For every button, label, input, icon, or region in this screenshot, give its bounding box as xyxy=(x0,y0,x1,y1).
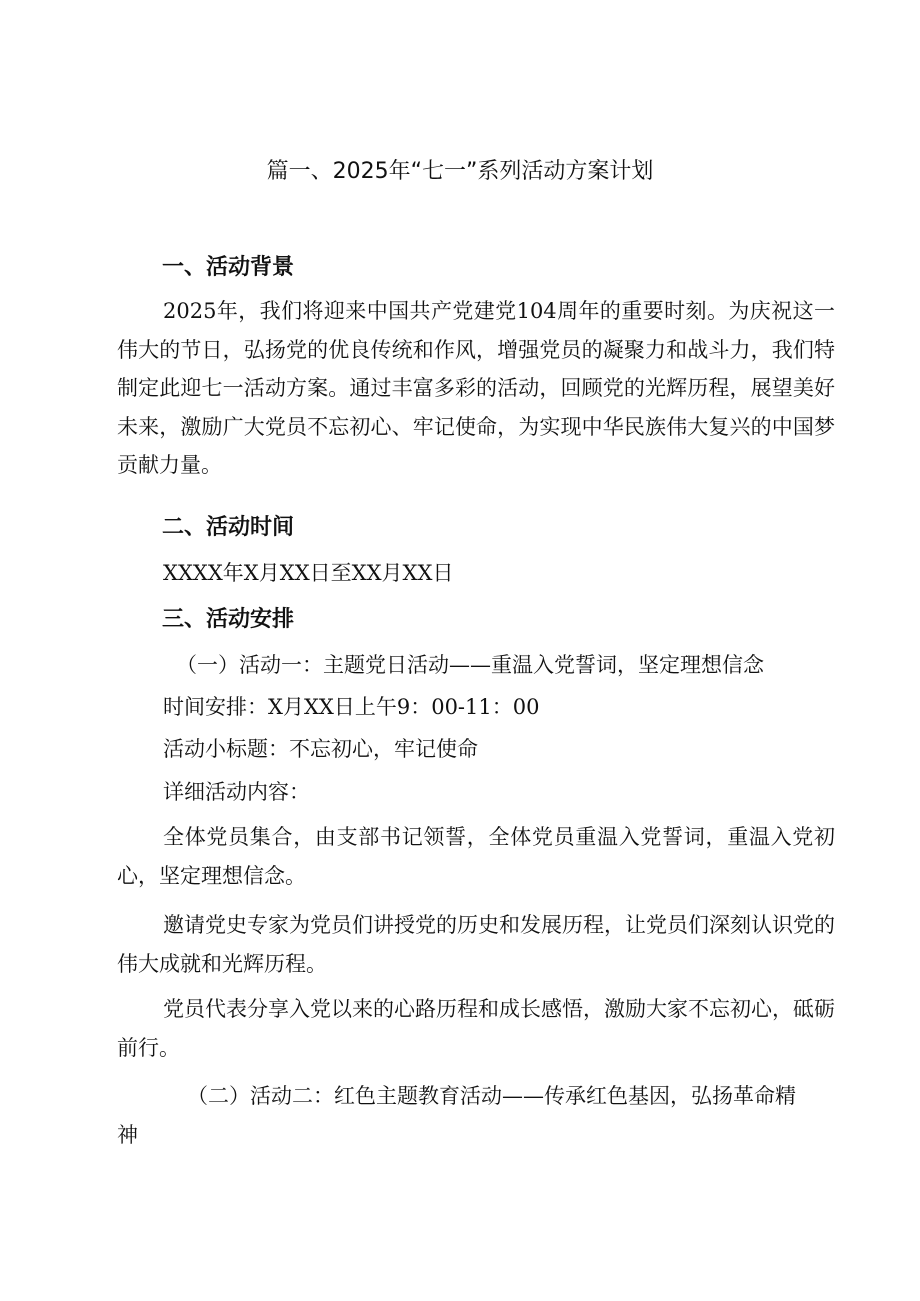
activity-one-paragraph-1: 全体党员集合，由支部书记领誓，全体党员重温入党誓词，重温入党初心，坚定理想信念。 xyxy=(117,825,835,888)
activity-date-range: XXXX年X月XX日至XX月XX日 xyxy=(163,561,454,585)
activity-one-time: 时间安排：X月XX日上午9：00-11：00 xyxy=(163,695,540,719)
activity-one-paragraph-2: 邀请党史专家为党员们讲授党的历史和发展历程，让党员们深刻认识党的伟大成就和光辉历程。 xyxy=(117,913,835,976)
activity-one-title: （一）活动一：主题党日活动——重温入党誓词，坚定理想信念 xyxy=(176,653,764,677)
activity-two-title: （二）活动二：红色主题教育活动——传承红色基因，弘扬革命精神 xyxy=(117,1084,796,1147)
background-paragraph: 2025年，我们将迎来中国共产党建党104周年的重要时刻。为庆祝这一伟大的节日，弘扬党的优良传统和作风，增强党员的凝聚力和战斗力，我们特制定此迎七一活动方案。通过丰富多彩的活动，回顾党的光辉历程，展望美好未来，激励广大党员不忘初心、牢记使命，为实现中华民族伟大复兴的中国梦贡献力量。 xyxy=(117,299,835,477)
activity-one-subtitle: 活动小标题：不忘初心，牢记使命 xyxy=(163,737,478,761)
section-heading-background: 一、活动背景 xyxy=(162,255,295,280)
activity-one-detail-label: 详细活动内容： xyxy=(163,780,310,804)
section-heading-time: 二、活动时间 xyxy=(162,515,295,540)
section-heading-arrangement: 三、活动安排 xyxy=(162,607,295,632)
document-title: 篇一、2025年“七一”系列活动方案计划 xyxy=(266,159,654,184)
activity-one-paragraph-3: 党员代表分享入党以来的心路历程和成长感悟，激励大家不忘初心，砥砺前行。 xyxy=(117,997,835,1060)
